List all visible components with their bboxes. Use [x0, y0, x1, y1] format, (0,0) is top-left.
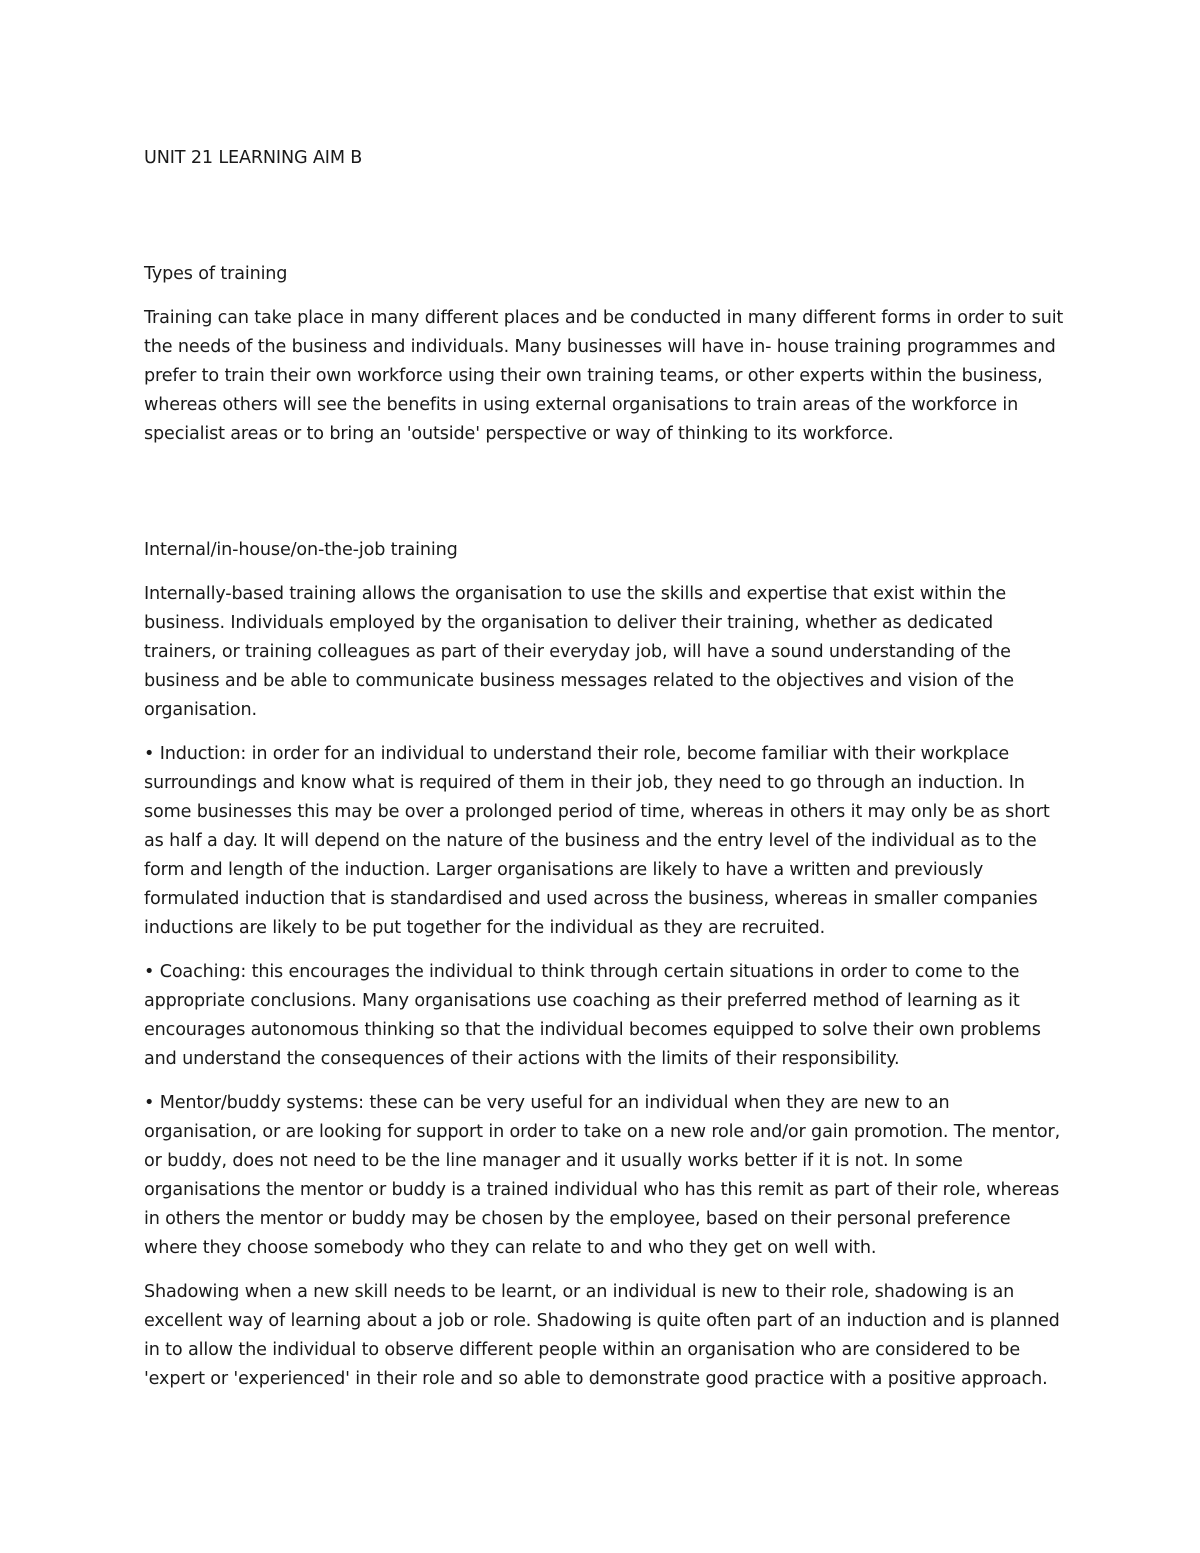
bullet-icon: •: [144, 744, 155, 764]
bullet-text-induction: Induction: in order for an individual to understand their role, become familiar with their workplace surroundings and know what is required of them in their job, they need to go through an induction. In some businesses this may be over a prolonged period of time, whereas in others it may only be as short as half a day. It will depend on the nature of the business and the entry level of the individual as to the form and length of the induction. Larger organisations are likely to have a written and previously formulated induction that is standardised and used across the business, whereas in smaller companies inductions are likely to be put together for the individual as they are recruited.: [144, 744, 1050, 938]
bullet-item-induction: [144, 740, 1064, 943]
paragraph-types-of-training: Training can take place in many different places and be conducted in many different forms in order to suit the needs of the business and individuals. Many businesses will have in- house training programmes and prefer to train their own workforce using their own training teams, or other experts within the business, whereas others will see the benefits in using external organisations to train areas of the workforce in specialist areas or to bring an 'outside' perspective or way of thinking to its workforce.: [144, 308, 1064, 444]
section-heading-internal-training: Internal/in-house/on-the-job training: [144, 540, 458, 560]
bullet-item-coaching: [144, 958, 1064, 1074]
document-body: [144, 144, 1064, 1394]
bullet-text-coaching: Coaching: this encourages the individual to think through certain situations in order to come to the appropriate conclusions. Many organisations use coaching as their preferred method of learning as it encourages autonomous thinking so that the individual becomes equipped to solve their own problems and understand the consequences of their actions with the limits of their responsibility.: [144, 962, 1041, 1069]
bullet-icon: •: [144, 962, 155, 982]
bullet-icon: •: [144, 1093, 155, 1113]
document-title: UNIT 21 LEARNING AIM B: [144, 148, 363, 168]
bullet-item-mentor: [144, 1089, 1064, 1263]
section-heading-types-of-training: Types of training: [144, 264, 288, 284]
bullet-text-mentor: Mentor/buddy systems: these can be very useful for an individual when they are new to an organisation, or are looking for support in order to take on a new role and/or gain promotion. The mentor, or buddy, does not need to be the line manager and it usually works better if it is not. In some organisations the mentor or buddy is a trained individual who has this remit as part of their role, whereas in others the mentor or buddy may be chosen by the employee, based on their personal preference where they choose somebody who they can relate to and who they get on well with.: [144, 1093, 1061, 1258]
paragraph-internal-training: Internally-based training allows the organisation to use the skills and expertise that exist within the business. Individuals employed by the organisation to deliver their training, whether as dedicated trainers, or training colleagues as part of their everyday job, will have a sound understanding of the business and be able to communicate business messages related to the objectives and vision of the organisation.: [144, 584, 1014, 720]
paragraph-shadowing: Shadowing when a new skill needs to be learnt, or an individual is new to their role, shadowing is an excellent way of learning about a job or role. Shadowing is quite often part of an induction and is planned in to allow the individual to observe different people within an organisation who are considered to be 'expert or 'experienced' in their role and so able to demonstrate good practice with a positive approach.: [144, 1282, 1060, 1389]
